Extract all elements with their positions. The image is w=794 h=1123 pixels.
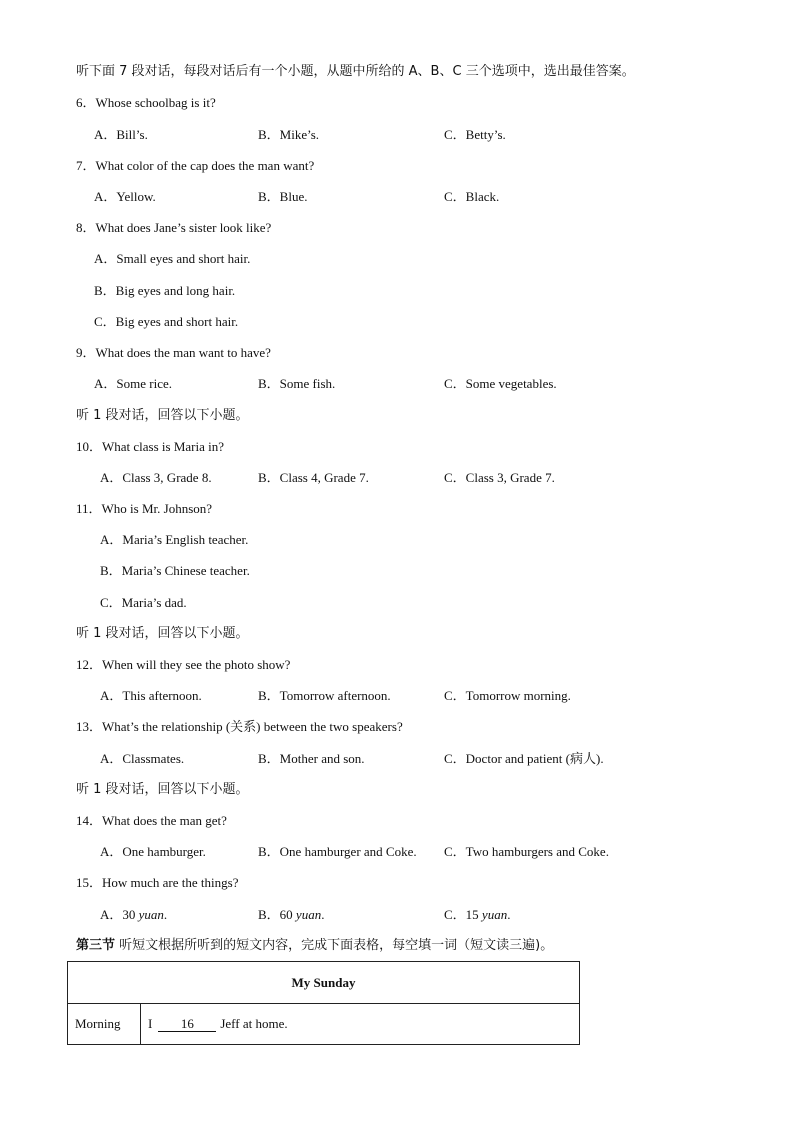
question-11-option-c: C．Maria’s dad.	[100, 595, 187, 610]
question-8-option-a: A．Small eyes and short hair.	[94, 251, 251, 266]
question-7-stem: 7．What color of the cap does the man want?	[76, 158, 315, 173]
table-header: My Sunday	[68, 962, 580, 1004]
option-c: C．Black.	[444, 189, 500, 204]
section-3-heading	[76, 938, 553, 954]
my-sunday-table	[67, 961, 580, 1045]
question-13-stem: 13．What’s the relationship (关系) between the two speakers?	[76, 719, 403, 734]
option-b: B．Blue.	[258, 189, 308, 204]
question-11-option-a: A．Maria’s English teacher.	[100, 532, 249, 547]
section-heading-a: 听 1 段对话，回答以下小题。	[76, 408, 249, 423]
option-a: A．Some rice.	[94, 376, 172, 391]
question-9-stem: 9．What does the man want to have?	[76, 345, 271, 360]
option-a: A．Bill’s.	[94, 127, 148, 142]
option-c: C．Betty’s.	[444, 127, 506, 142]
option-b: B．Class 4, Grade 7.	[258, 470, 369, 485]
question-15-stem: 15．How much are the things?	[76, 875, 239, 890]
listening-instructions: 听下面 7 段对话，每段对话后有一个小题，从题中所给的 A、B、C 三个选项中，选出最佳答案。	[76, 64, 635, 79]
question-8-option-c: C．Big eyes and short hair.	[94, 314, 239, 329]
section-heading-c: 听 1 段对话，回答以下小题。	[76, 782, 249, 797]
option-c: C．Class 3, Grade 7.	[444, 470, 555, 485]
row-content-morning	[141, 1004, 580, 1045]
option-a: A．Classmates.	[100, 751, 185, 766]
option-a: A．Yellow.	[94, 189, 156, 204]
section-3-title: 第三节	[76, 938, 116, 953]
question-11-stem: 11．Who is Mr. Johnson?	[76, 501, 213, 516]
option-a: A．30 yuan.	[100, 907, 168, 922]
section-heading-b: 听 1 段对话，回答以下小题。	[76, 626, 249, 641]
option-b: B．Some fish.	[258, 376, 336, 391]
option-c: C．15 yuan.	[444, 907, 511, 922]
option-b: B．Tomorrow afternoon.	[258, 688, 391, 703]
question-8-stem: 8．What does Jane’s sister look like?	[76, 220, 272, 235]
sentence-end: Jeff at home.	[220, 1016, 288, 1031]
sentence-start: I	[148, 1016, 153, 1031]
option-b: B．Mike’s.	[258, 127, 320, 142]
option-c: C．Two hamburgers and Coke.	[444, 844, 609, 859]
section-3-instructions: 听短文根据所听到的短文内容，完成下面表格，每空填一词（短文读三遍)。	[119, 938, 554, 953]
question-8-option-b: B．Big eyes and long hair.	[94, 283, 236, 298]
option-c: C．Some vegetables.	[444, 376, 557, 391]
question-14-stem: 14．What does the man get?	[76, 813, 227, 828]
question-10-stem: 10．What class is Maria in?	[76, 439, 225, 454]
option-a: A．One hamburger.	[100, 844, 206, 859]
option-b: B．60 yuan.	[258, 907, 325, 922]
question-11-option-b: B．Maria’s Chinese teacher.	[100, 563, 250, 578]
option-a: A．This afternoon.	[100, 688, 202, 703]
option-a: A．Class 3, Grade 8.	[100, 470, 212, 485]
option-c: C．Tomorrow morning.	[444, 688, 571, 703]
question-12-stem: 12．When will they see the photo show?	[76, 657, 291, 672]
option-b: B．Mother and son.	[258, 751, 365, 766]
blank-16[interactable]: 16	[158, 1017, 216, 1032]
row-label-morning: Morning	[68, 1004, 141, 1045]
option-b: B．One hamburger and Coke.	[258, 844, 417, 859]
question-6-stem: 6．Whose schoolbag is it?	[76, 95, 216, 110]
table-row	[68, 1004, 580, 1045]
option-c: C．Doctor and patient (病人).	[444, 751, 604, 766]
